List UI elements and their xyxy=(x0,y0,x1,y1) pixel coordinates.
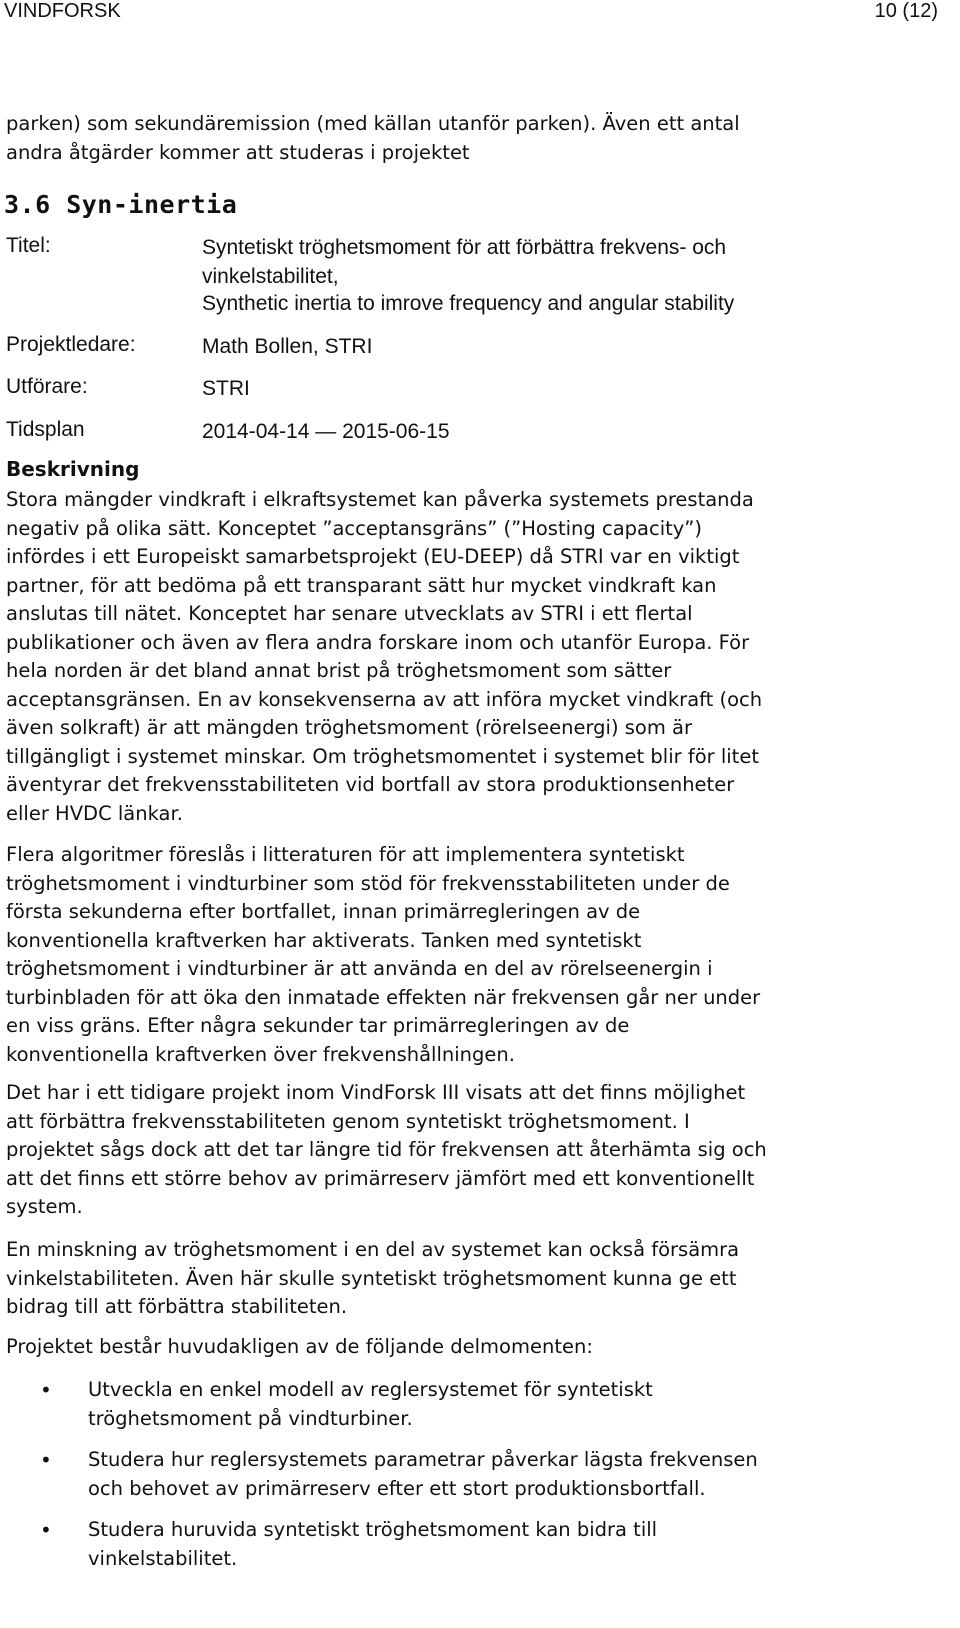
bullet-icon: • xyxy=(40,1448,52,1472)
bullet-icon: • xyxy=(40,1518,52,1542)
schedule-label: Tidsplan xyxy=(6,418,85,441)
title-label: Titel: xyxy=(6,234,51,257)
performer-value: STRI xyxy=(202,377,250,400)
project-leader-value: Math Bollen, STRI xyxy=(202,335,373,358)
project-leader-label: Projektledare: xyxy=(6,333,136,356)
description-paragraph-3: Det har i ett tidigare projekt inom VindForsk III visats att det finns möjlighet att förbättra frekvensstabiliteten genom syntetiskt tröghetsmoment. I projektet sågs dock att det tar längre tid för frekvensen att återhämta sig och att det finns ett större behov av primärreserv jämfört med ett konventionellt system. xyxy=(6,1081,767,1218)
description-paragraph-5: Projektet består huvudakligen av de följande delmomenten: xyxy=(6,1335,593,1358)
performer-label: Utförare: xyxy=(6,375,88,398)
section-title: 3.6 Syn-inertia xyxy=(4,190,238,219)
title-value-swedish: Syntetiskt tröghetsmoment för att förbättra frekvens- och vinkelstabilitet, xyxy=(202,236,727,288)
description-heading: Beskrivning xyxy=(6,457,140,481)
schedule-value: 2014-04-14 — 2015-06-15 xyxy=(202,420,450,443)
title-value-english: Synthetic inertia to imrove frequency and angular stability xyxy=(202,292,735,315)
page-header xyxy=(0,0,960,26)
header-organization: VINDFORSK xyxy=(4,0,121,22)
description-paragraph-1: Stora mängder vindkraft i elkraftsystemet kan påverka systemets prestanda negativ på olika sätt. Konceptet ”acceptansgräns” (”Hosting capacity”) infördes i ett Europeiskt samarbetsprojekt (EU-DEEP) då STRI var en viktigt partner, för att bedöma på ett transparant sätt hur mycket vindkraft kan anslutas till nätet. Konceptet har senare utvecklats av STRI i ett flertal publikationer och även av flera andra forskare inom och utanför Europa. För hela norden är det bland annat brist på tröghetsmoment som sätter acceptansgränsen. En av konsekvenserna av att införa mycket vindkraft (och även solkraft) är att mängden tröghetsmoment (rörelseenergi) som är tillgängligt i systemet minskar. Om tröghetsmomentet i systemet blir för litet äventyrar det frekvensstabiliteten vid bortfall av stora produktionsenheter eller HVDC länkar. xyxy=(6,488,763,825)
list-item-text: Studera huruvida syntetiskt tröghetsmoment kan bidra till vinkelstabilitet. xyxy=(88,1518,658,1570)
description-paragraph-4: En minskning av tröghetsmoment i en del av systemet kan också försämra vinkelstabiliteten. Även här skulle syntetiskt tröghetsmoment kunna ge ett bidrag till att förbättra stabiliteten. xyxy=(6,1238,740,1318)
bullet-icon: • xyxy=(40,1378,52,1402)
page-number: 10 (12) xyxy=(874,0,938,22)
description-paragraph-2: Flera algoritmer föreslås i litteraturen för att implementera syntetiskt tröghetsmoment i vindturbiner som stöd för frekvensstabiliteten under de första sekunderna efter bortfallet, innan primärregleringen av de konventionella kraftverken har aktiverats. Tanken med syntetiskt tröghetsmoment i vindturbiner är att använda en del av rörelseenergin i turbinbladen för att öka den inmatade effekten när frekvensen går ner under en viss gräns. Efter några sekunder tar primärregleringen av de konventionella kraftverken över frekvenshållningen. xyxy=(6,843,761,1066)
list-item-text: Studera hur reglersystemets parametrar påverkar lägsta frekvensen och behovet av primärreserv efter ett stort produktionsbortfall. xyxy=(88,1448,758,1500)
intro-paragraph: parken) som sekundäremission (med källan utanför parken). Även ett antal andra åtgärder kommer att studeras i projektet xyxy=(6,112,740,164)
list-item-text: Utveckla en enkel modell av reglersystemet för syntetiskt tröghetsmoment på vindturbiner. xyxy=(88,1378,653,1430)
